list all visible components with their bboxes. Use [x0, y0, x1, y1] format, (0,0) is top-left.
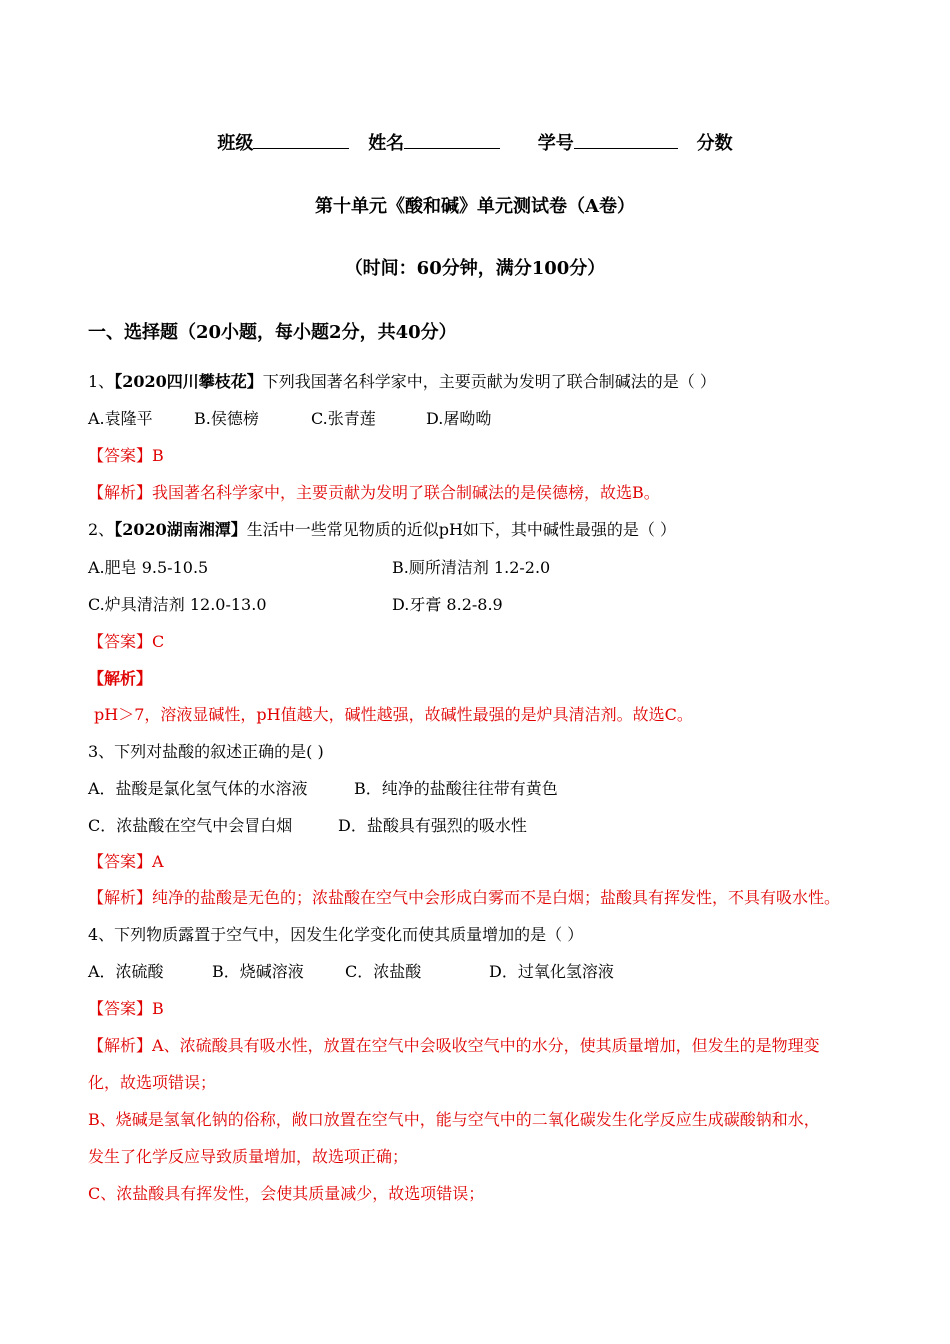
answer-tag: 【答案】 [88, 632, 153, 651]
q2-analysis-tag: 【解析】 [88, 669, 153, 688]
q1-answer [88, 445, 164, 467]
class-label: 班级 [217, 133, 254, 154]
id-blank[interactable] [574, 132, 678, 149]
q1-number: 1、 [88, 372, 115, 391]
analysis-text: 纯净的盐酸是无色的；浓盐酸在空气中会形成白雾而不是白烟；盐酸具有挥发性，不具有吸水性。 [152, 888, 841, 907]
q4-answer [88, 998, 164, 1020]
q3-option-b: B．纯净的盐酸往往带有黄色 [354, 779, 558, 798]
question-3-stem: 3、下列对盐酸的叙述正确的是( ) [88, 742, 324, 761]
q4-option-c: C．浓盐酸 [345, 962, 422, 981]
q2-option-c: C.炉具清洁剂 12.0-13.0 [88, 595, 267, 614]
q3-option-d: D．盐酸具有强烈的吸水性 [338, 816, 527, 835]
q1-option-a: A.袁隆平 [88, 409, 153, 428]
analysis-tag: 【解析】 [88, 483, 153, 502]
class-blank[interactable] [253, 132, 349, 149]
q2-source: 【2020湖南湘潭】 [114, 520, 247, 539]
answer-value: C [152, 632, 165, 651]
q3-analysis [88, 887, 840, 909]
answer-tag: 【答案】 [88, 999, 153, 1018]
question-2-stem [88, 519, 676, 541]
analysis-tag: 【解析】 [88, 888, 153, 907]
q2-number: 2、 [88, 520, 115, 539]
section-heading: 一、选择题（20小题，每小题2分，共40分） [88, 322, 457, 343]
q4-option-a: A．浓硫酸 [88, 962, 164, 981]
answer-value: B [152, 999, 164, 1018]
q1-option-d: D.屠呦呦 [426, 409, 492, 428]
question-1-stem [88, 371, 716, 393]
page-title: 第十单元《酸和碱》单元测试卷（A卷） [315, 196, 635, 217]
answer-tag: 【答案】 [88, 446, 153, 465]
q4-analysis-line-4: 发生了化学反应导致质量增加，故选项正确； [88, 1147, 409, 1166]
score-label: 分数 [696, 133, 733, 154]
q4-analysis-line-3: B、烧碱是氢氧化钠的俗称，敞口放置在空气中，能与空气中的二氧化碳发生化学反应生成碳酸钠和水， [88, 1110, 820, 1129]
q4-analysis-line-1 [88, 1035, 820, 1057]
answer-value: A [152, 852, 164, 871]
q2-option-d: D.牙膏 8.2-8.9 [392, 595, 503, 614]
q1-source: 【2020四川攀枝花】 [114, 372, 263, 391]
q1-text: 下列我国著名科学家中，主要贡献为发明了联合制碱法的是（ ） [262, 372, 716, 391]
page-subtitle: （时间：60分钟，满分100分） [344, 258, 606, 279]
q2-option-b: B.厕所清洁剂 1.2-2.0 [392, 558, 551, 577]
q4-option-d: D．过氧化氢溶液 [489, 962, 614, 981]
id-label: 学号 [537, 133, 574, 154]
q3-answer [88, 851, 164, 873]
student-info-header [0, 132, 950, 155]
name-label: 姓名 [368, 133, 405, 154]
q4-analysis-line-2: 化，故选项错误； [88, 1073, 217, 1092]
analysis-text: 我国著名科学家中，主要贡献为发明了联合制碱法的是侯德榜，故选B。 [152, 483, 660, 502]
analysis-tag: 【解析】 [88, 1036, 153, 1055]
q3-option-a: A．盐酸是氯化氢气体的水溶液 [88, 779, 308, 798]
q1-analysis [88, 482, 660, 504]
q1-option-b: B.侯德榜 [194, 409, 259, 428]
answer-value: B [152, 446, 164, 465]
name-blank[interactable] [404, 132, 500, 149]
q3-option-c: C．浓盐酸在空气中会冒白烟 [88, 816, 293, 835]
analysis-text: A、浓硫酸具有吸水性，放置在空气中会吸收空气中的水分，使其质量增加，但发生的是物理变 [152, 1036, 820, 1055]
q4-option-b: B．烧碱溶液 [212, 962, 304, 981]
q2-answer [88, 631, 164, 653]
q2-text: 生活中一些常见物质的近似pH如下，其中碱性最强的是（ ） [246, 520, 677, 539]
answer-tag: 【答案】 [88, 852, 153, 871]
q2-analysis: pH＞7，溶液显碱性，pH值越大，碱性越强，故碱性最强的是炉具清洁剂。故选C。 [94, 705, 693, 724]
q4-analysis-line-5: C、浓盐酸具有挥发性，会使其质量减少，故选项错误； [88, 1184, 485, 1203]
q1-option-c: C.张青莲 [311, 409, 376, 428]
question-4-stem: 4、下列物质露置于空气中，因发生化学变化而使其质量增加的是（ ） [88, 925, 584, 944]
q2-option-a: A.肥皂 9.5-10.5 [88, 558, 209, 577]
